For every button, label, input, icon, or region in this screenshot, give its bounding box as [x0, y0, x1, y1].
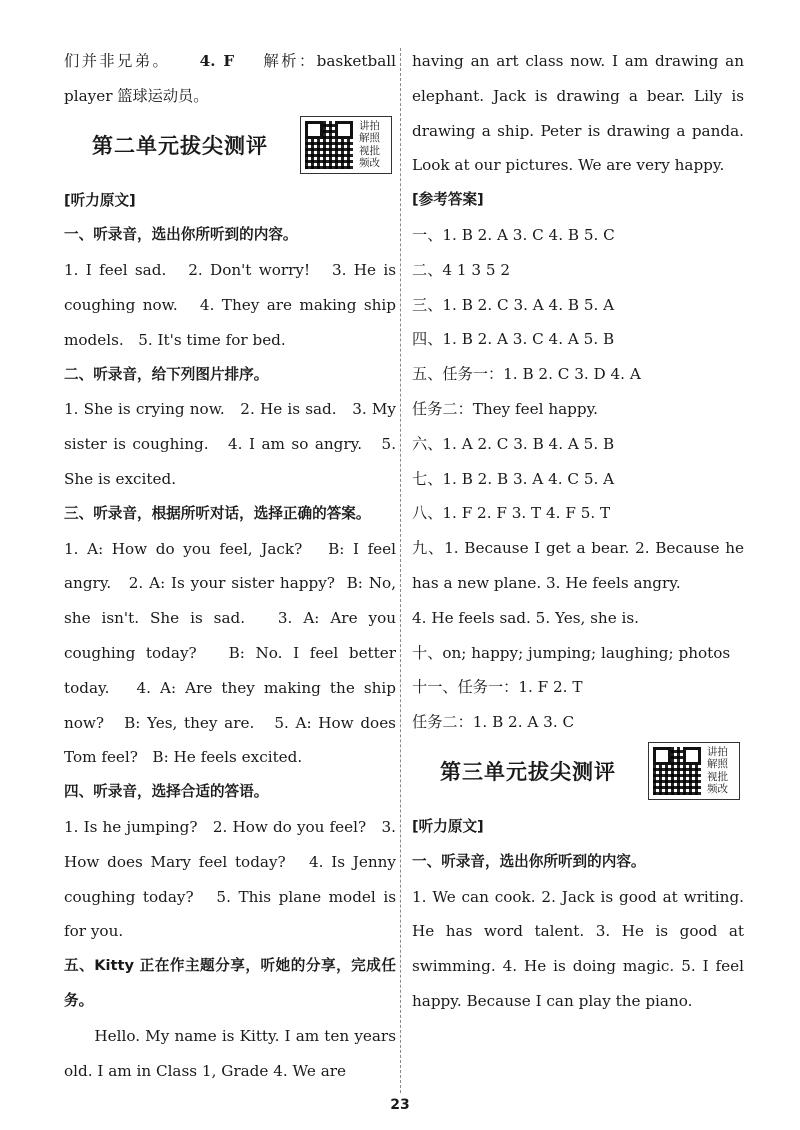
item: 2. How do you feel? — [212, 817, 367, 836]
item: 4. A: Are they making the ship now? — [64, 678, 396, 732]
unit3-title: 第三单元拔尖测评 — [440, 759, 616, 784]
section-heading: 一、听录音，选出你所听到的内容。 — [412, 852, 646, 870]
answer-item: 4. F — [199, 52, 235, 70]
qr-code-icon — [653, 747, 701, 795]
section-heading: 三、听录音，根据所听对话，选择正确的答案。 — [64, 504, 371, 522]
passage: Hello. My name is Kitty. I am ten years old. I am in Class 1, Grade 4. We are — [64, 1026, 396, 1080]
unit3-title-block — [412, 740, 744, 810]
section-heading: 一、听录音，选出你所听到的内容。 — [64, 226, 298, 244]
section-body: 1. We can cook. 2. Jack is good at writing. He has word talent. 3. He is good at swimming. 4. He is doing magic. 5. I feel happy. Because I can play the piano. — [412, 887, 744, 1010]
answer-line: 任务二：They feel happy. — [412, 399, 599, 418]
item: 2. A: Is your sister happy? — [128, 574, 335, 593]
item: 3. A: Are you coughing today? — [64, 609, 396, 662]
section-heading: 四、听录音，选择合适的答语。 — [64, 783, 269, 801]
item: B: He feels excited. — [152, 748, 303, 767]
passage-continued: having an art class now. I am drawing an elephant. Jack is drawing a bear. Lily is drawing a ship. Peter is drawing a panda. Look at our pictures. We are very happy. — [412, 52, 744, 175]
item: 5. This plane model is for you. — [64, 887, 397, 941]
page-number: 23 — [390, 1097, 410, 1113]
item: 2. Don't worry! — [188, 261, 311, 280]
item: 1. A: How do you feel, Jack? — [64, 539, 303, 558]
item: 3. He is coughing now. — [64, 261, 396, 314]
answer-line: 七、1. B 2. B 3. A 4. C 5. A — [412, 469, 615, 488]
item: B: I feel angry. — [64, 539, 397, 593]
answer-line: 八、1. F 2. F 3. T 4. F 5. T — [412, 504, 611, 523]
item: 4. Is Jenny coughing today? — [64, 852, 396, 906]
unit2-title: 第二单元拔尖测评 — [92, 133, 268, 158]
listening-header: [听力原文] — [412, 817, 484, 835]
answer-line: 十、on; happy; jumping; laughing; photos — [412, 643, 731, 662]
item: 3. My sister is coughing. — [64, 400, 396, 454]
item: 1. I feel sad. — [64, 261, 167, 280]
unit2-qr-box[interactable] — [300, 116, 392, 174]
answer-line: 二、4 1 3 5 2 — [412, 260, 510, 279]
qr-label: 讲拍解照视批频改 — [359, 119, 380, 170]
section-body — [64, 810, 396, 949]
answers-header: [参考答案] — [412, 191, 484, 209]
answer-line: 三、1. B 2. C 3. A 4. B 5. A — [412, 295, 615, 314]
section-body — [64, 392, 396, 496]
section-heading: 二、听录音，给下列图片排序。 — [64, 365, 269, 383]
answer-line: 四、1. B 2. A 3. C 4. A 5. B — [412, 330, 615, 349]
item: 2. He is sad. — [240, 400, 337, 419]
item: B: Yes, they are. — [124, 713, 255, 732]
section-heading: 五、Kitty 正在作主题分享，听她的分享，完成任务。 — [64, 957, 396, 1009]
item: 4. I am so angry. — [228, 435, 363, 454]
text-fragment: 们并非兄弟。 — [64, 52, 171, 70]
left-column — [64, 44, 396, 1088]
right-column — [412, 44, 744, 1019]
item: 5. It's time for bed. — [138, 330, 286, 349]
section-body — [64, 253, 396, 357]
item: 5. She is excited. — [64, 435, 397, 488]
continued-text — [64, 44, 396, 114]
answer-list — [412, 218, 744, 740]
item: 3. How does Mary feel today? — [64, 817, 396, 871]
qr-code-icon — [305, 121, 353, 169]
item: 4. They are making ship models. — [64, 295, 396, 349]
qr-label: 讲拍解照视批频改 — [707, 745, 728, 796]
answer-line: 九、1. Because I get a bear. 2. Because he has a new plane. 3. He feels angry. — [412, 539, 744, 592]
answer-line: 4. He feels sad. 5. Yes, she is. — [412, 608, 640, 627]
item: B: No, she isn't. She is sad. — [64, 574, 397, 628]
listening-header: [听力原文] — [64, 191, 136, 209]
item: B: No. I feel better today. — [64, 643, 397, 697]
answer-line: 六、1. A 2. C 3. B 4. A 5. B — [412, 434, 615, 453]
item: 1. Is he jumping? — [64, 817, 198, 836]
section-body — [64, 532, 396, 776]
column-divider — [400, 48, 401, 1093]
unit2-title-block — [64, 114, 396, 184]
item: 1. She is crying now. — [64, 400, 225, 419]
explanation: 解析：basketball player 篮球运动员。 — [64, 52, 397, 105]
unit3-qr-box[interactable] — [648, 742, 740, 800]
answer-line: 十一、任务一：1. F 2. T — [412, 678, 583, 697]
answer-line: 任务二：1. B 2. A 3. C — [412, 713, 575, 732]
answer-line: 五、任务一：1. B 2. C 3. D 4. A — [412, 365, 641, 384]
answer-line: 一、1. B 2. A 3. C 4. B 5. C — [412, 225, 615, 244]
item: 5. A: How does Tom feel? — [64, 713, 396, 767]
